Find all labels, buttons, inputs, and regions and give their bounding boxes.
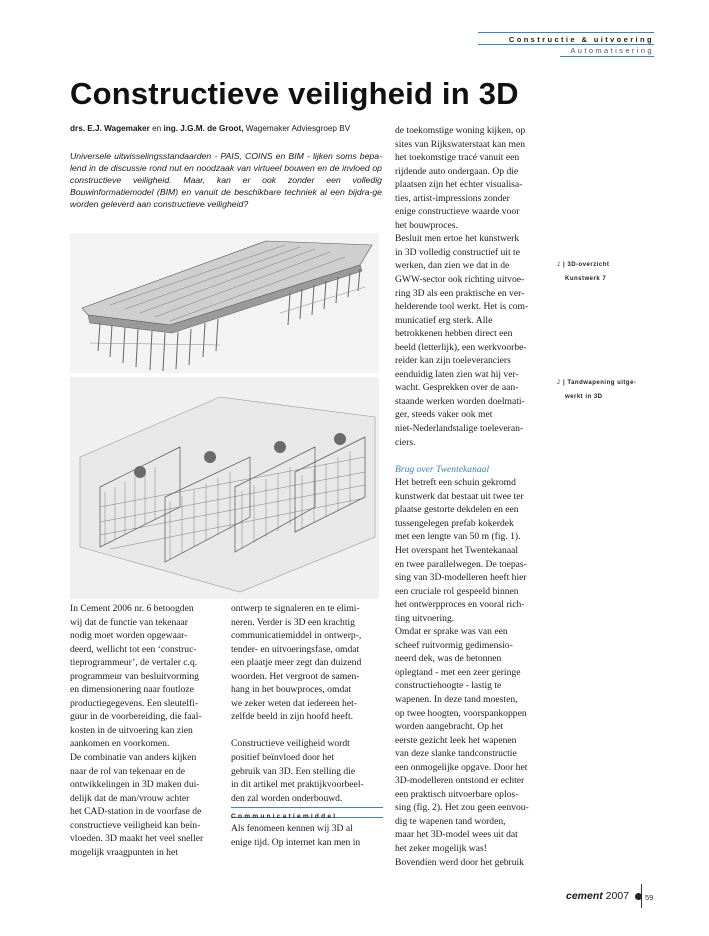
text-line: 3D-modelleren ontstond er echter [395,775,525,787]
footer-masthead [566,890,642,902]
text-line: programmeur van besluitvorming [70,670,199,682]
text-line: delijk dat de man/vrouw achter [70,792,190,804]
text-line: Constructieve veiligheid wordt [231,738,350,750]
text-line: dig te wapenen tand worden, [395,815,506,827]
text-line: eerste gezicht leek het wapenen [395,734,517,746]
text-line: aankomen en voorkomen. [70,738,170,750]
text-line: Het betreft een schuin gekromd [395,477,516,489]
text-line: sites van Rijkswaterstaat kan men [395,138,526,150]
text-line: sing van 3D-modelleren heeft hier [395,572,527,584]
text-line: enige constructieve waarde voor [395,206,520,218]
caption-text: Tandwapening uitge- [567,380,637,386]
text-line: betrokkenen hebben direct een [395,328,513,340]
text-line: een onmogelijke opgave. Door het [395,761,528,773]
text-line [231,724,383,738]
subheading-brug-over-twentekanaal: Brug over Twentekanaal [395,463,490,475]
caption-text-line2: werkt in 3D [565,394,603,400]
text-line: een cruciale rol gespeeld binnen [395,585,519,597]
header-rule-bottom [560,56,654,57]
text-line: reider kan zijn toeleveranciers [395,355,511,367]
article-intro: Universele uitwisselingsstandaarden - PAIS, COINS en BIM - lijken soms bepa-lend in de discussie rond nut en noodzaak van virtueel bouwen en de invloed op constructieve veiligheid. Maar, kan er ook zonder een volledig Bouwinformatiemodel (BIM) en vanuit de beschikbare techniek al een bijdra-ge worden geleverd aan constructieve veiligheid? [70,151,382,210]
text-line: kunstwerk dat bestaat uit twee ter [395,490,524,502]
text-line: kosten in de uitvoering kan zien [70,724,193,736]
text-line: eenduidig laten zien wat hij ver- [395,368,519,380]
figure-2-caption: 2 | Tandwapening uitge- werkt in 3D [557,376,636,404]
column-3-text-a [395,124,543,449]
caption-number: 1 [557,262,561,268]
text-line: constructiehoogte - lastig te [395,680,502,692]
caption-number: 2 [557,380,561,386]
text-line: wapenen. In deze tand moesten, [395,693,518,705]
section-heading-communicatiemiddel: Communicatiemiddel [231,807,383,818]
text-line: Als fenomeen kennen wij 3D al [231,823,353,835]
text-line: tussengelegen prefab kokerdek [395,517,514,529]
author-2: ing. J.G.M. de Groot, [163,124,244,133]
text-line: ciers. [395,436,416,448]
text-line: woorden. Het vergroot de samen- [231,670,360,682]
text-line: mogelijk vraagpunten in het [70,846,178,858]
author-conjunction: en [149,124,164,133]
text-line: een plaatje meer zegt dan duizend [231,657,362,669]
author-line [70,124,350,133]
body-column-1 [70,602,220,859]
text-line: maar het 3D-model wees uit dat [395,829,518,841]
text-line: wacht. Gesprekken over de aan- [395,382,519,394]
text-line: oplegtand - met een zeer geringe [395,666,521,678]
text-line: op twee hoogten, voorspankoppen [395,707,527,719]
text-line: In Cement 2006 nr. 6 betoogden [70,603,194,614]
text-line: tieprogrammeur’, de vertaler c.q. [70,657,198,669]
text-line: met een lengte van 50 m (fig. 1). [395,531,521,543]
text-line: in 3D volledig constructief uit te [395,246,520,258]
figure-1-bridge-3d-overview [70,233,379,373]
reinforcement-illustration [70,377,379,599]
page-number-divider [641,884,642,908]
text-line: en twee parallelwegen. De toepas- [395,558,527,570]
text-line: worden aangebracht. Op het [395,721,504,733]
text-line: ting uitvoering. [395,612,455,624]
text-line: gebruik van 3D. Een stelling die [231,765,356,777]
text-line: Besluit men ertoe het kunstwerk [395,233,520,245]
text-line: Bovendien werd door het gebruik [395,856,524,868]
text-line: neerd dek, was de betonnen [395,653,502,665]
text-line: ties, artist-impressions zonder [395,192,510,204]
text-line: Omdat er sprake was van een [395,626,508,638]
text-line: vloeden. 3D maakt het veel sneller [70,833,204,845]
text-line: plaatse gestorte dekdelen en een [395,504,519,516]
text-line: Het overspant het Twentekanaal [395,544,519,556]
magazine-year: 2007 [602,890,630,902]
caption-text-line2: Kunstwerk 7 [565,276,607,282]
text-line: van deze slanke tandconstructie [395,748,517,760]
text-line: het toekomstige tracé vanuit een [395,152,520,164]
text-line: werken, dan zien we dat in de [395,260,510,272]
text-line: in dit artikel met praktijkvoorbeel- [231,779,364,791]
text-line: wij dat de functie van tekenaar [70,616,189,628]
text-line: het zeker mogelijk was! [395,842,487,854]
text-line: de toekomstige woning kijken, op [395,125,526,136]
text-line: neren. Verder is 3D een krachtig [231,616,355,628]
text-line: ontwikkelingen in 3D maken dui- [70,779,200,791]
body-column-3 [395,124,543,869]
text-line: en dimensionering naar foutloze [70,684,194,696]
text-line: staande werken worden doelmati- [395,395,525,407]
text-line: GWW-sector ook richting uitvoe- [395,274,525,286]
text-line: zelfde beeld in zijn hoofd heeft. [231,711,354,723]
text-line: een praktisch uitvoerbare oplos- [395,788,519,800]
header-rule-top [478,32,654,33]
text-line: De combinatie van anders kijken [70,752,197,764]
author-1: drs. E.J. Wagemaker [70,124,150,133]
author-organisation: Wagemaker Adviesgroep BV [243,124,351,133]
figure-2-tooth-reinforcement-3d [70,377,379,599]
text-line: naar de rol van tekenaar en de [70,765,186,777]
column-2-text-a [231,602,383,805]
text-line: municatief erg sterk. Alle [395,314,493,326]
text-line: positief beïnvloed door het [231,752,335,764]
text-line: het CAD-station in de voorfase de [70,806,202,818]
text-line: constructieve veiligheid kan beïn- [70,819,201,831]
section-header: Constructie & uitvoering [508,35,654,44]
text-line: sing (fig. 2). Het zou geen eenvou- [395,802,529,814]
text-line: helderende tool werkt. Het is com- [395,301,529,313]
text-line: rijdende auto ondergaan. Op die [395,165,519,177]
text-line: beeld (letterlijk), een werkvoorbe- [395,341,527,353]
text-line: ger, steeds vaker ook met [395,409,493,421]
caption-text: 3D-overzicht [567,262,610,268]
text-line: enige tijd. Op internet kan men in [231,836,361,848]
bridge-illustration [70,233,379,373]
text-line: ring 3D als een praktische en ver- [395,287,525,299]
text-line: ontwerp te signaleren en te elimi- [231,603,360,614]
text-line: den zal worden onderbouwd. [231,792,343,804]
text-line: productiegegevens. Een sleutelfi- [70,697,199,709]
column-3-text-b [395,476,543,869]
text-line: we zeker weten dat iedereen het- [231,697,357,709]
text-line: plaatsen zijn het echter visualisa- [395,179,523,191]
text-line: nodig moet worden opgewaar- [70,630,188,642]
column-2-text-b [231,822,383,849]
figure-1-caption: 1 | 3D-overzicht Kunstwerk 7 [557,258,609,286]
page-number: 59 [645,893,654,902]
text-line: tender- en uitvoeringsfase, omdat [231,643,360,655]
text-line: hang in het bouwproces, omdat [231,684,352,696]
text-line: guur in de voorbereiding, die faal- [70,711,202,723]
magazine-name: cement [566,890,603,902]
header-rule-mid [478,44,654,45]
spacer [395,449,543,463]
text-line: deerd, wellicht tot een ‘construc- [70,643,197,655]
text-line: scheef ruitvormig gedimensio- [395,639,513,651]
subsection-header: Automatisering [570,46,654,55]
body-column-2 [231,602,383,849]
text-line: het ontwerpproces en vooral rich- [395,599,525,611]
article-title: Constructieve veiligheid in 3D [70,76,519,111]
text-line: communicatiemiddel in ontwerp-, [231,630,362,642]
text-line: niet-Nederlandstalige toeleveran- [395,423,524,435]
text-line: het bouwproces. [395,219,458,231]
